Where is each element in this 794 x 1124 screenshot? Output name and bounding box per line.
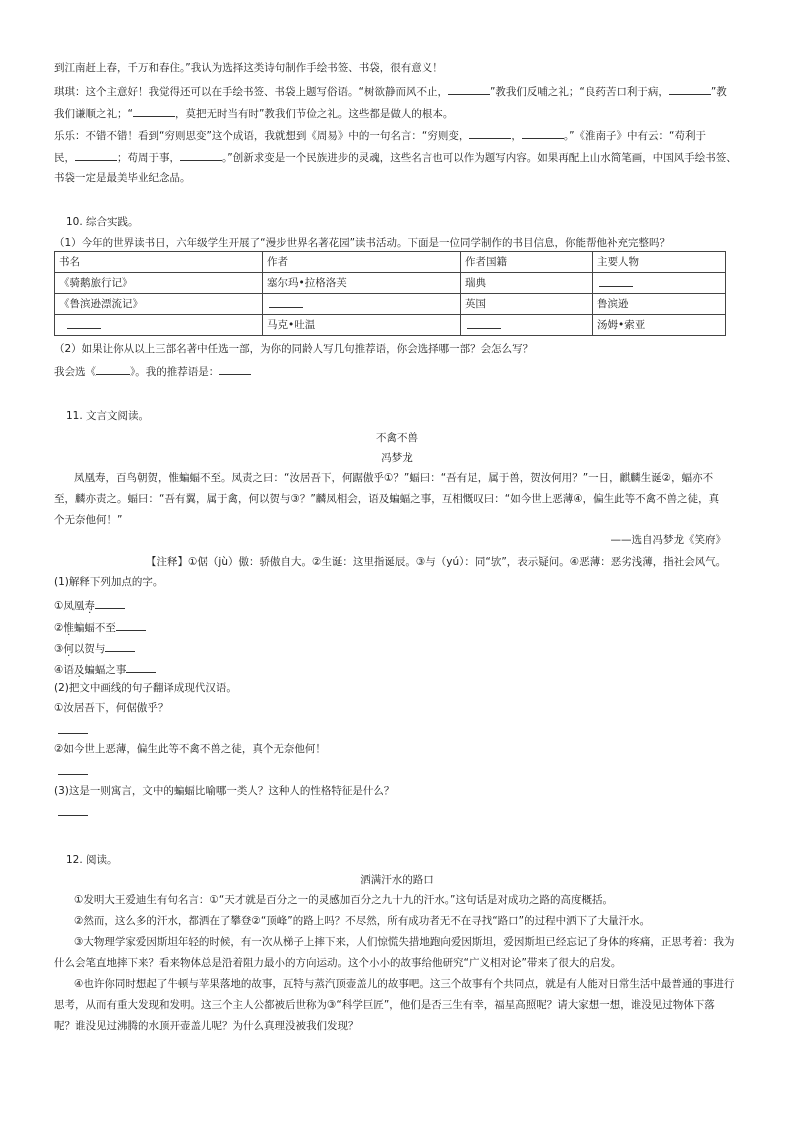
q10-part3: 我会选《 》。我的推荐语是： xyxy=(54,363,251,379)
blank[interactable] xyxy=(116,619,146,631)
blank[interactable] xyxy=(448,83,490,95)
q10-part1: （1）今年的世界读书日，六年级学生开展了“漫步世界名著花园”读书活动。下面是一位同学制作的书目信息，你能帮他补充完整吗？ xyxy=(54,237,671,249)
q12-para-4b: 思考，从而有重大发现和发明。这三个主人公都被后世称为③“科学巨匠”，他们是否三生有幸，福星高照呢？请大家想一想，谁没见过物体下落 xyxy=(54,999,715,1011)
header-cell: 主要人物 xyxy=(593,252,726,273)
blank[interactable] xyxy=(522,127,564,139)
q10-title: 10. 综合实践。 xyxy=(66,216,139,228)
q11-note: 【注释】①倨（jù）傲：骄傲自大。②生诞：这里指诞辰。③与（yú）：同“欤”，表示疑问。④恶薄：恶劣浅薄，指社会风气。 xyxy=(146,556,727,568)
q10-part2: （2）如果让你从以上三部名著中任选一部，为你的同龄人写几句推荐语，你会选择哪一部？会怎么写？ xyxy=(54,343,534,355)
blank[interactable] xyxy=(133,105,175,117)
intro-line-1: 到江南赶上春，千万和春住。”我认为选择这类诗句制作手绘书签、书袋，很有意义！ xyxy=(54,62,443,74)
answer-blank[interactable] xyxy=(58,804,88,820)
q11-sub3: (3)这是一则寓言，文中的蝙蝠比喻哪一类人？这种人的性格特征是什么？ xyxy=(54,785,395,797)
answer-blank[interactable] xyxy=(58,763,88,779)
blank[interactable] xyxy=(126,661,156,673)
q12-para-1: ①发明大王爱迪生有句名言：①“天才就是百分之一的灵感加百分之九十九的汗水。”这句话是对成功之路的高度概括。 xyxy=(74,894,613,906)
blank[interactable] xyxy=(469,127,511,139)
blank[interactable] xyxy=(180,149,222,161)
q11-sub1: (1)解释下列加点的字。 xyxy=(54,576,164,588)
table-cell xyxy=(55,315,263,336)
recommendation-blank[interactable] xyxy=(219,363,251,375)
q11-title: 11. 文言文阅读。 xyxy=(66,410,150,422)
q11-author: 冯梦龙 xyxy=(381,452,413,464)
q11-item-4: ④语及蝙蝠之事 xyxy=(54,661,156,677)
q12-para-3a: ③大物理学家爱因斯坦年轻的时候，有一次从梯子上摔下来，人们惊慌失措地跑向爱因斯坦，爱因斯坦已经忘记了身体的疼痛，正思考着：我为 xyxy=(74,936,735,948)
q11-sub2-b: ②如今世上恶薄，偏生此等不禽不兽之徒，真个无奈他何！ xyxy=(54,743,326,755)
q12-para-4a: ④也许你同时想起了牛顿与苹果落地的故事，瓦特与蒸汽顶壶盖儿的故事吧。这三个故事有个共同点，就是有人能对日常生活中最普通的事进行 xyxy=(74,978,735,990)
intro-line-4: 乐乐：不错不错！看到“穷则思变”这个成语，我就想到《周易》中的一句名言：“穷则变， ， 。”《淮南子》中有云：“苟利于 xyxy=(54,127,706,143)
book-choice-blank[interactable] xyxy=(96,363,130,375)
blank[interactable] xyxy=(75,149,117,161)
intro-line-2: 琪琪：这个主意好！我觉得还可以在手绘书签、书袋上题写俗语。“树欲静而风不止， ”教我们反哺之礼；“良药苦口利于病， ”教 xyxy=(54,83,727,99)
q11-heading: 不禽不兽 xyxy=(376,432,418,444)
intro-line-6: 书袋一定是最美毕业纪念品。 xyxy=(54,172,191,184)
q11-sub2: (2)把文中画线的句子翻译成现代汉语。 xyxy=(54,682,237,694)
q12-para-4c: 呢？谁没见过沸腾的水顶开壶盖儿呢？为什么真理没被我们发现？ xyxy=(54,1020,359,1032)
q12-title: 12. 阅读。 xyxy=(66,854,118,866)
q11-item-1: ①凤凰寿 xyxy=(54,597,125,613)
table-cell: 汤姆•索亚 xyxy=(593,315,726,336)
q12-para-2: ②然而，这么多的汗水，都洒在了攀登②“顶峰”的路上吗？不尽然，所有成功者无不在寻找“路口”的过程中洒下了大量汗水。 xyxy=(74,915,651,927)
table-cell: 鲁滨逊 xyxy=(593,294,726,315)
table-cell xyxy=(263,294,461,315)
table-row xyxy=(55,315,726,336)
blank[interactable] xyxy=(105,640,135,652)
table-row xyxy=(55,294,726,315)
header-cell: 书名 xyxy=(55,252,263,273)
q11-item-3: ③何以贺与 xyxy=(54,640,135,656)
answer-blank[interactable] xyxy=(58,722,88,738)
q11-sub2-a: ①汝居吾下，何倨傲乎？ xyxy=(54,702,169,714)
table-row xyxy=(55,273,726,294)
q11-text-line-3: 个无奈他何！” xyxy=(54,514,123,526)
table-cell: 英国 xyxy=(461,294,593,315)
q11-item-2: ②惟蝙蝠不至 xyxy=(54,619,146,635)
table-cell: 《鲁滨逊漂流记》 xyxy=(55,294,263,315)
q11-source: ——选自冯梦龙《笑府》 xyxy=(610,534,726,546)
table-cell: 马克•吐温 xyxy=(263,315,461,336)
blank[interactable] xyxy=(95,597,125,609)
table-cell xyxy=(461,315,593,336)
table-cell: 瑞典 xyxy=(461,273,593,294)
table-cell xyxy=(593,273,726,294)
intro-line-5: 民， ；苟周于事， 。”创新求变是一个民族进步的灵魂，这些名言也可以作为题写内容。如果再配上山水简笔画，中国风手绘书签、 xyxy=(54,149,737,165)
blank[interactable] xyxy=(669,83,711,95)
blank[interactable] xyxy=(467,317,501,329)
blank[interactable] xyxy=(67,317,101,329)
blank[interactable] xyxy=(599,275,633,287)
table-header-row xyxy=(55,252,726,273)
blank[interactable] xyxy=(269,296,303,308)
table-cell: 塞尔玛•拉格洛芙 xyxy=(263,273,461,294)
table-cell: 《骑鹅旅行记》 xyxy=(55,273,263,294)
q12-para-3b: 什么会笔直地摔下来？看来物体总是沿着阻力最小的方向运动。这个小小的故事给他研究“广义相对论”带来了很大的启发。 xyxy=(54,957,622,969)
q11-text-line-2: 至，麟亦责之。蝠曰：“吾有翼，属于禽，何以贺与③？”麟凤相会，语及蝙蝠之事，互相慨叹曰：“如今世上恶薄④，偏生此等不禽不兽之徒，真 xyxy=(54,493,720,505)
header-cell: 作者国籍 xyxy=(461,252,593,273)
book-table xyxy=(54,251,726,336)
header-cell: 作者 xyxy=(263,252,461,273)
intro-line-3: 我们谦顺之礼；“ ，莫把无时当有时”教我们节俭之礼。这些都是做人的根本。 xyxy=(54,105,453,121)
q12-heading: 洒满汗水的路口 xyxy=(360,874,434,886)
q11-text-line-1: 凤凰寿，百鸟朝贺，惟蝙蝠不至。凤责之曰：“汝居吾下，何踞傲乎①？”蝠曰：“吾有足，属于兽，贺汝何用？”一日，麒麟生诞②，蝠亦不 xyxy=(74,472,714,484)
